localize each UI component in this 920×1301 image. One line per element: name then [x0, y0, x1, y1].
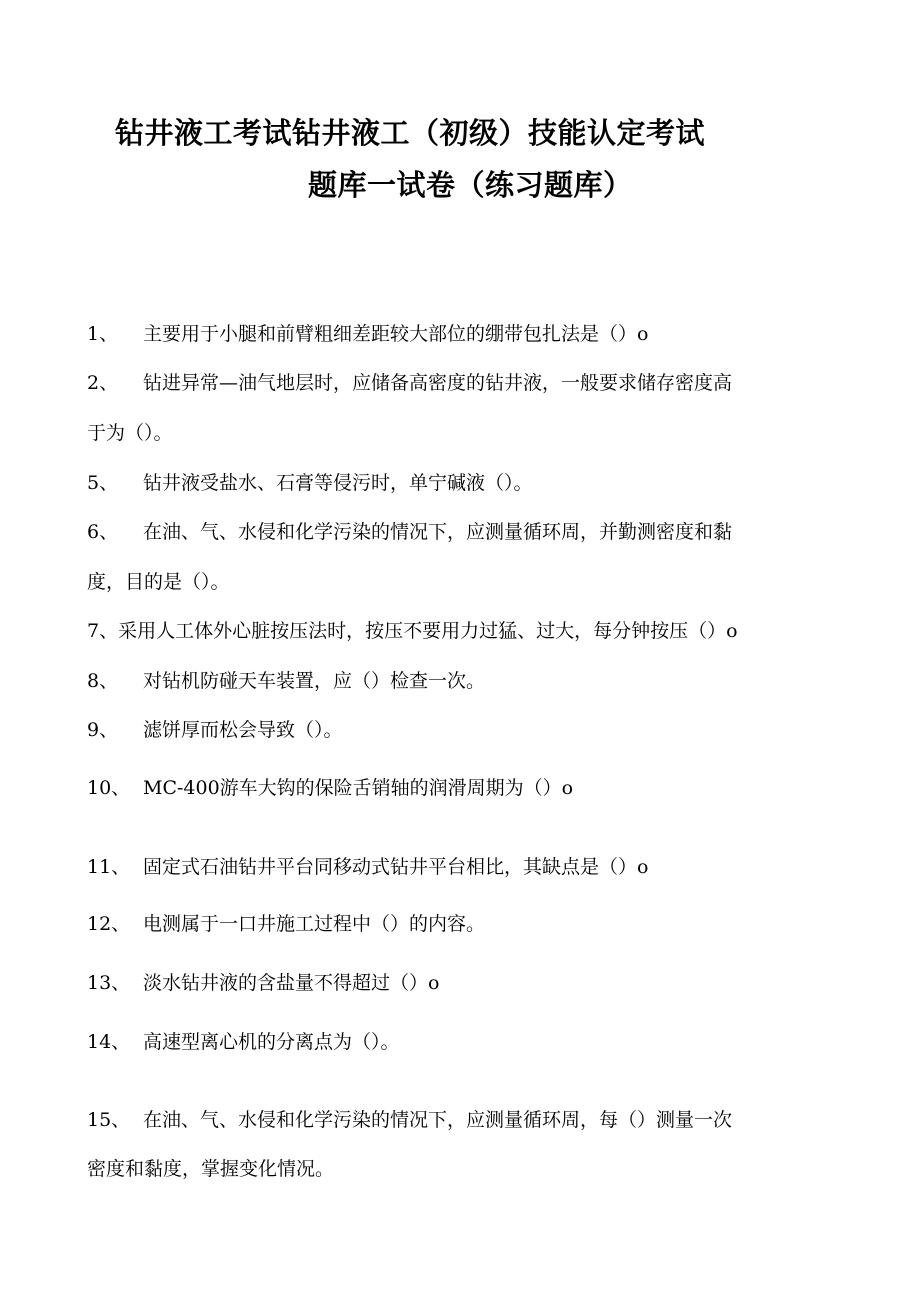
question-15 [87, 1095, 827, 1145]
question-2 [87, 358, 827, 408]
question-text: 钻进异常—油气地层时，应储备高密度的钻井液，一般要求储存密度高 [143, 372, 733, 394]
question-number: 9、 [87, 719, 119, 741]
question-number: 8、 [87, 670, 119, 692]
question-14 [87, 1017, 827, 1067]
question-text-continuation: 于为（）。 [87, 422, 173, 444]
question-number: 7、 [87, 620, 119, 642]
question-number: 15、 [87, 1109, 131, 1131]
question-2-continuation [87, 408, 827, 458]
document-title-line-2: 题库一试卷（练习题库） [308, 168, 633, 202]
question-number: 5、 [87, 472, 119, 494]
question-text: MC-400游车大钩的保险舌销轴的润滑周期为（）o [143, 777, 574, 799]
question-text: 对钻机防碰天车装置，应（）检查一次。 [143, 670, 486, 692]
question-11 [87, 842, 827, 892]
question-10 [87, 763, 827, 813]
question-6 [87, 507, 827, 557]
question-number: 1、 [87, 323, 119, 345]
question-number: 13、 [87, 972, 131, 994]
question-1 [87, 309, 827, 359]
question-15-continuation [87, 1144, 827, 1194]
question-8 [87, 656, 827, 706]
question-text: 钻井液受盐水、石膏等侵污时，单宁碱液（）。 [143, 472, 533, 494]
question-9 [87, 705, 827, 755]
question-text: 采用人工体外心脏按压法时，按压不要用力过猛、过大，每分钟按压（）o [118, 620, 738, 642]
question-number: 2、 [87, 372, 119, 394]
question-6-continuation [87, 557, 827, 607]
question-number: 11、 [87, 856, 131, 878]
question-text: 在油、气、水侵和化学污染的情况下，应测量循环周，每（）测量一次 [143, 1109, 733, 1131]
question-5 [87, 458, 827, 508]
question-text: 固定式石油钻井平台同移动式钻井平台相比，其缺点是（）o [143, 856, 649, 878]
question-text: 高速型离心机的分离点为（）。 [143, 1031, 400, 1053]
question-text-continuation: 度，目的是（）。 [87, 571, 230, 593]
question-text: 电测属于一口井施工过程中（）的内容。 [143, 913, 486, 935]
document-title-line-1: 钻井液工考试钻井液工（初级）技能认定考试 [115, 116, 706, 150]
question-12 [87, 899, 827, 949]
question-13 [87, 958, 827, 1008]
question-text: 主要用于小腿和前臂粗细差距较大部位的绷带包扎法是（）o [143, 323, 649, 345]
question-text-continuation: 密度和黏度，掌握变化情况。 [87, 1158, 335, 1180]
question-number: 14、 [87, 1031, 131, 1053]
question-text: 在油、气、水侵和化学污染的情况下，应测量循环周，并勤测密度和黏 [143, 521, 733, 543]
question-number: 6、 [87, 521, 119, 543]
question-number: 10、 [87, 777, 131, 799]
question-text: 淡水钻井液的含盐量不得超过（）o [143, 972, 440, 994]
question-number: 12、 [87, 913, 131, 935]
question-text: 滤饼厚而松会导致（）。 [143, 719, 343, 741]
question-7 [87, 606, 847, 656]
